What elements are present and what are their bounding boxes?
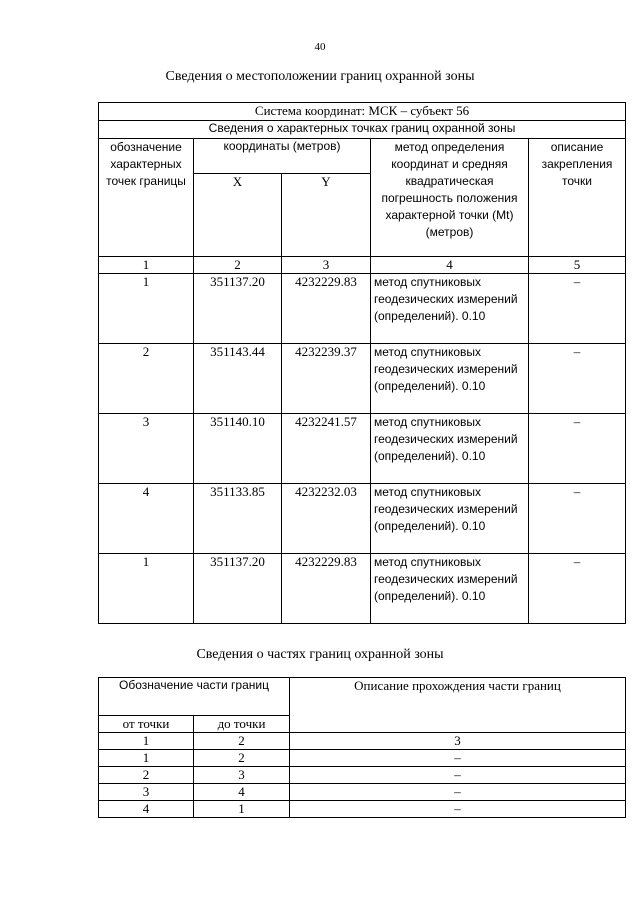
points-subtitle-cell: Сведения о характерных точках границ охранной зоны [99,121,626,139]
from-cell: 2 [99,767,194,784]
col-number: 5 [529,257,626,274]
boundary-parts-table [98,677,626,818]
table-row [99,767,626,784]
method-cell: метод спутниковых геодезических измерений (определений). 0.10 [371,554,529,624]
col-number: 1 [99,257,194,274]
fixing-cell: – [529,274,626,344]
x-cell: 351137.20 [194,274,282,344]
to-cell: 3 [194,767,290,784]
header-to: до точки [194,716,290,733]
to-cell: 1 [194,801,290,818]
y-cell: 4232229.83 [282,554,371,624]
page-number: 40 [314,41,326,53]
fixing-cell: – [529,554,626,624]
method-cell: метод спутниковых геодезических измерений (определений). 0.10 [371,344,529,414]
section-title-parts: Сведения о частях границ охранной зоны [196,647,444,662]
col-number: 3 [290,733,626,750]
fixing-cell: – [529,344,626,414]
header-y: Y [282,174,371,257]
y-cell: 4232241.57 [282,414,371,484]
point-cell: 2 [99,344,194,414]
x-cell: 351137.20 [194,554,282,624]
header-point: обозначение характерных точек границы [99,139,194,257]
method-cell: метод спутниковых геодезических измерений (определений). 0.10 [371,484,529,554]
fixing-cell: – [529,414,626,484]
from-cell: 1 [99,750,194,767]
col-number: 3 [282,257,371,274]
x-cell: 351133.85 [194,484,282,554]
method-cell: метод спутниковых геодезических измерений (определений). 0.10 [371,414,529,484]
description-cell: – [290,801,626,818]
table-row [99,414,626,484]
header-x: X [194,174,282,257]
fixing-cell: – [529,484,626,554]
table-row [99,784,626,801]
table-row [99,274,626,344]
to-cell: 4 [194,784,290,801]
table-row [99,554,626,624]
from-cell: 4 [99,801,194,818]
to-cell: 2 [194,750,290,767]
header-fixing: описание закрепления точки [529,139,626,257]
description-cell: – [290,767,626,784]
table-row [99,750,626,767]
col-number: 4 [371,257,529,274]
col-number: 2 [194,733,290,750]
y-cell: 4232232.03 [282,484,371,554]
point-cell: 1 [99,274,194,344]
header-part: Обозначение части границ [99,678,290,716]
point-cell: 3 [99,414,194,484]
header-description: Описание прохождения части границ [290,678,626,733]
y-cell: 4232239.37 [282,344,371,414]
boundary-points-table [98,102,626,624]
header-coords: координаты (метров) [194,139,371,174]
col-number: 2 [194,257,282,274]
x-cell: 351140.10 [194,414,282,484]
section-title-boundaries: Сведения о местоположении границ охранной зоны [165,69,475,84]
y-cell: 4232229.83 [282,274,371,344]
table-row [99,344,626,414]
table-row [99,484,626,554]
header-from: от точки [99,716,194,733]
coord-system-cell: Система координат: МСК – субъект 56 [99,103,626,121]
description-cell: – [290,750,626,767]
from-cell: 3 [99,784,194,801]
description-cell: – [290,784,626,801]
table-row [99,801,626,818]
col-number: 1 [99,733,194,750]
point-cell: 4 [99,484,194,554]
x-cell: 351143.44 [194,344,282,414]
point-cell: 1 [99,554,194,624]
method-cell: метод спутниковых геодезических измерений (определений). 0.10 [371,274,529,344]
header-method: метод определения координат и средняя квадратическая погрешность положения характерной точки (Mt) (метров) [371,139,529,257]
